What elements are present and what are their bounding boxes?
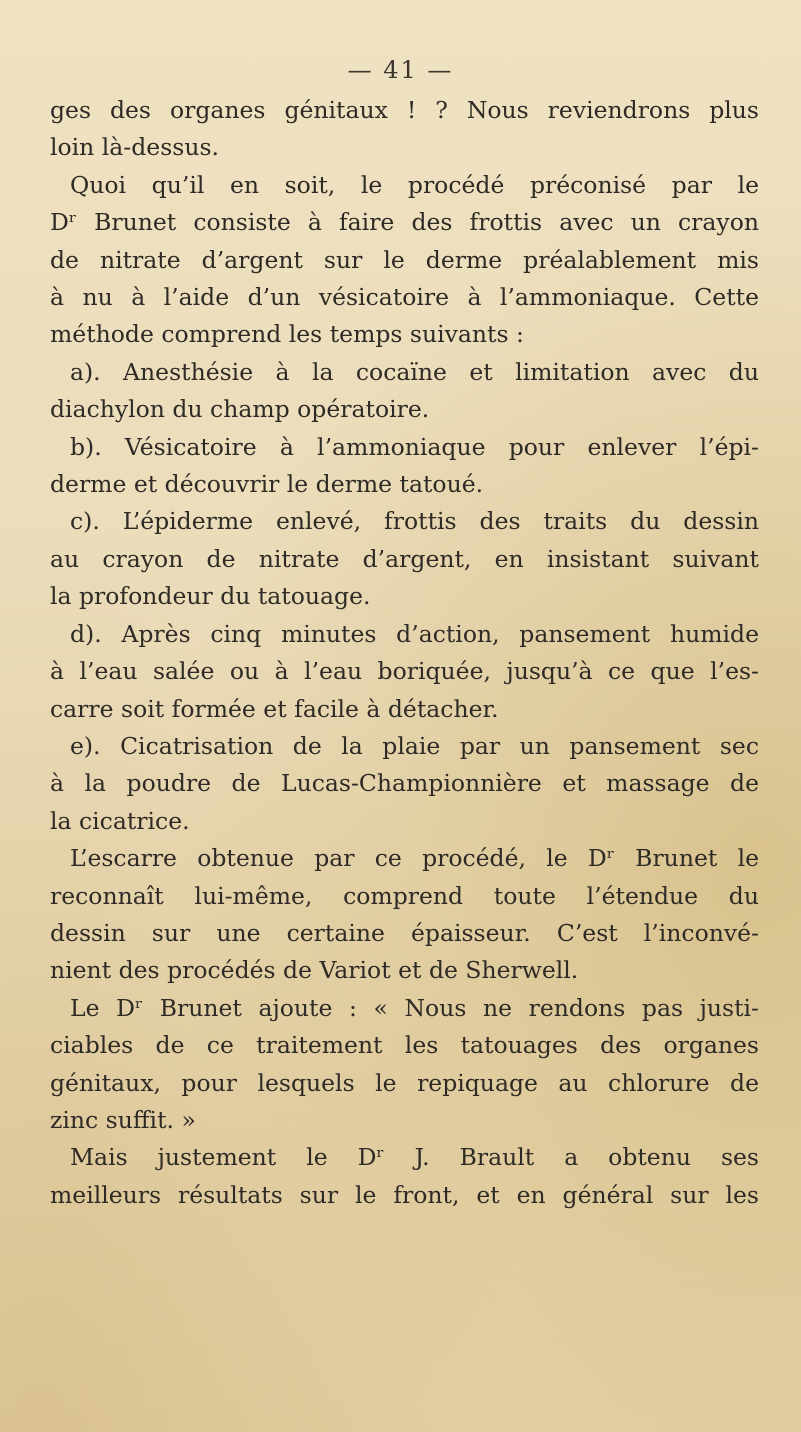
page-number: — 41 — — [347, 56, 454, 84]
text-line: meilleurs résultats sur le front, et en général sur les — [50, 1180, 759, 1209]
text-line: méthode comprend les temps suivants : — [50, 320, 524, 349]
text-line: reconnaît lui-même, comprend toute l’étendue du — [50, 881, 759, 910]
text-line: diachylon du champ opératoire. — [50, 395, 430, 424]
text-line: Mais justement le Dʳ J. Brault a obtenu ses — [70, 1143, 759, 1172]
text-line: la profondeur du tatouage. — [50, 582, 371, 611]
text-line: derme et découvrir le derme tatoué. — [50, 470, 484, 499]
text-line: Quoi qu’il en soit, le procédé préconisé par le — [70, 170, 759, 199]
text-line: a). Anesthésie à la cocaïne et limitation avec du — [70, 357, 759, 386]
text-line: L’escarre obtenue par ce procédé, le Dʳ Brunet le — [70, 844, 759, 873]
text-line: Le Dʳ Brunet ajoute : « Nous ne rendons pas justi- — [70, 993, 759, 1022]
text-line: loin là-dessus. — [50, 133, 219, 162]
text-line: e). Cicatrisation de la plaie par un pansement sec — [70, 731, 759, 760]
text-line: à la poudre de Lucas-Championnière et massage de — [50, 769, 759, 798]
text-line: c). L’épiderme enlevé, frottis des traits du dessin — [70, 507, 759, 536]
text-line: d). Après cinq minutes d’action, pansement humide — [70, 619, 759, 648]
text-line: la cicatrice. — [50, 806, 190, 835]
text-line: b). Vésicatoire à l’ammoniaque pour enlever l’épi- — [70, 432, 759, 461]
text-line: à l’eau salée ou à l’eau boriquée, jusqu’à ce que l’es- — [50, 657, 759, 686]
text-line: Dʳ Brunet consiste à faire des frottis avec un crayon — [50, 208, 759, 237]
text-line: nient des procédés de Variot et de Sherwell. — [50, 956, 579, 985]
text-line: de nitrate d’argent sur le derme préalablement mis — [50, 245, 759, 274]
text-line: carre soit formée et facile à détacher. — [50, 694, 499, 723]
text-line: au crayon de nitrate d’argent, en insistant suivant — [50, 544, 759, 573]
text-line: à nu à l’aide d’un vésicatoire à l’ammoniaque. Cette — [50, 283, 759, 312]
text-line: génitaux, pour lesquels le repiquage au chlorure de — [50, 1068, 759, 1097]
text-line: dessin sur une certaine épaisseur. C’est l’inconvé- — [50, 918, 759, 947]
body-text — [50, 92, 759, 1214]
text-line: ciables de ce traitement les tatouages des organes — [50, 1031, 759, 1060]
text-line: zinc suffit. » — [50, 1105, 196, 1134]
text-line: ges des organes génitaux ! ? Nous reviendrons plus — [50, 96, 759, 124]
